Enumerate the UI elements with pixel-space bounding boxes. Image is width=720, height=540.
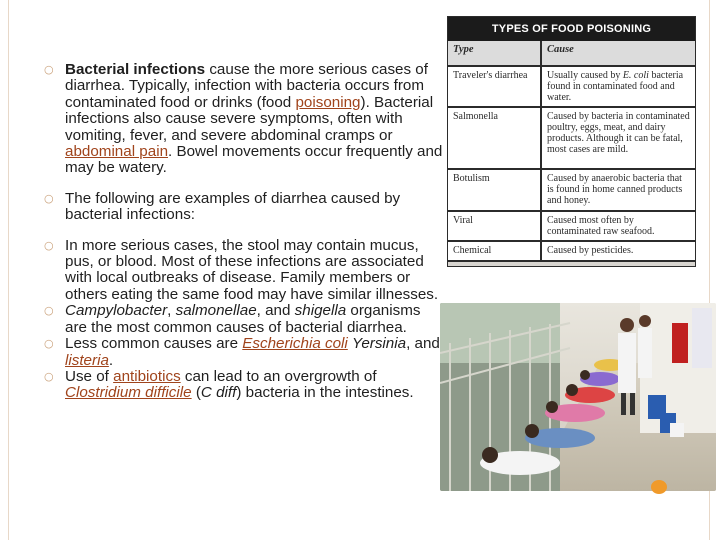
bullet-marker-icon: ○ (44, 304, 54, 318)
hospital-ward-photo (440, 303, 716, 491)
bullet-item-1 (44, 62, 444, 177)
table-grid (448, 41, 695, 262)
text-run: . Bowel movements occur frequently and may be watery. (65, 143, 443, 177)
table-row (448, 66, 695, 107)
italic-run: C diff (200, 384, 237, 402)
food-poisoning-table (447, 16, 696, 267)
table-row (448, 241, 695, 261)
text-run: organisms are the most common causes of bacterial diarrhea. (65, 302, 421, 336)
table-cell-type: Salmonella (448, 107, 541, 169)
text-run: Less common causes are (65, 335, 243, 353)
text-run: ) bacteria in the intestines. (236, 384, 414, 402)
table-row (448, 169, 695, 211)
table-cell-cause: Caused by anaerobic bacteria that is found in home canned products and honey. (541, 169, 695, 211)
column-header-cause: Cause (541, 41, 695, 66)
table-cell-type: Traveler's diarrhea (448, 66, 541, 107)
text-run: , (167, 302, 176, 320)
italic-run: Yersinia (352, 335, 407, 353)
table-cell-type: Chemical (448, 241, 541, 261)
text-run: ( (191, 384, 201, 402)
bullet-item-4 (44, 303, 444, 336)
table-cell-cause: Usually caused by E. coli bacteria found in contaminated food and water. (541, 66, 695, 107)
text-run: , and (406, 335, 440, 353)
link-poisoning[interactable]: poisoning (295, 93, 361, 111)
bullet-item-3 (44, 238, 444, 304)
bullet-marker-icon: ○ (44, 369, 54, 383)
bullet-item-5 (44, 336, 444, 369)
table-row (448, 107, 695, 169)
bullet-item-6 (44, 369, 444, 402)
bullet-marker-icon: ○ (44, 191, 54, 205)
table-cell-type: Viral (448, 211, 541, 241)
table-header-row (448, 41, 695, 66)
text-run: . (108, 351, 114, 369)
link-listeria[interactable]: listeria (65, 351, 109, 369)
table-cell-type: Botulism (448, 169, 541, 211)
bullet-list (44, 62, 444, 402)
table-title: TYPES OF FOOD POISONING (448, 17, 695, 41)
bold-lead: Bacterial infections (65, 61, 206, 78)
text-run: ). Bacterial infections also cause severe symptoms, often with vomiting, fever, and severe abdominal cramps or (65, 93, 434, 144)
photo-illustration (440, 303, 716, 491)
italic-run: salmonellae (175, 302, 257, 320)
bullet-item-2 (44, 191, 444, 224)
text-run: can lead to an overgrowth of (180, 367, 377, 385)
bullet-marker-icon: ○ (44, 337, 54, 351)
table-row (448, 211, 695, 241)
link-antibiotics[interactable]: antibiotics (113, 367, 181, 385)
text-run: The following are examples of diarrhea caused by bacterial infections: (65, 189, 401, 224)
link-escherichia-coli[interactable]: Escherichia coli (242, 335, 348, 353)
text-run: Use of (65, 367, 114, 385)
text-run: , and (256, 302, 295, 320)
bullet-marker-icon: ○ (44, 63, 54, 76)
table-cell-cause: Caused most often by contaminated raw seafood. (541, 211, 695, 241)
column-header-type: Type (448, 41, 541, 66)
italic-run: Campylobacter (65, 302, 168, 320)
text-run: In more serious cases, the stool may contain mucus, pus, or blood. Most of these infections are associated with local outbreaks of disease. Family members or others eating the same food may have similar illnesses. (65, 236, 439, 303)
link-abdominal-pain[interactable]: abdominal pain (65, 143, 169, 161)
bullet-marker-icon: ○ (44, 238, 54, 252)
table-cell-cause: Caused by pesticides. (541, 241, 695, 261)
decorative-dot (651, 480, 667, 494)
table-cell-cause: Caused by bacteria in contaminated poultry, eggs, meat, and dairy products. Although it can be fatal, most cases are mild. (541, 107, 695, 169)
link-clostridium-difficile[interactable]: Clostridium difficile (65, 384, 192, 402)
italic-run: shigella (294, 302, 347, 320)
text-run: cause the more serious cases of diarrhea. Typically, infection with bacteria occurs from contaminated food or drinks (food (65, 61, 428, 111)
